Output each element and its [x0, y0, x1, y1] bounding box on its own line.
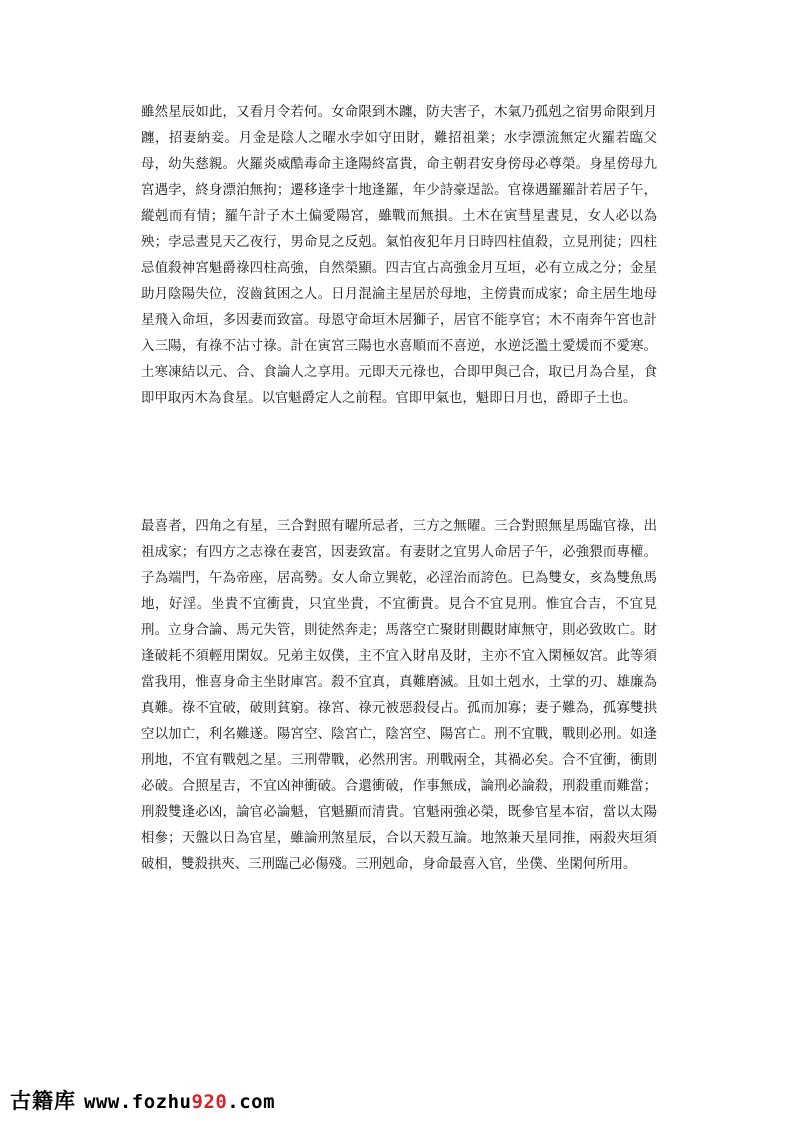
- paragraph-2: 最喜者，四角之有星，三合對照有曜所忌者，三方之無曜。三合對照無星馬臨官祿，出祖成家；有四方之志祿在妻宮，因妻致富。有妻財之宜男人命居子午，必強猥而專權。子為端門，午為帝座，居高勢。女人命立巽乾，必淫治而誇色。巳為雙女，亥為雙魚馬地，好淫。坐貴不宜衝貴，只宜坐貴，不宜衝貴。見合不宜見刑。惟宜合吉，不宜見刑。立身合論、馬元失管，則徒然奔走；馬落空亡聚財則觀財庫無守，則必致敗亡。財逢破耗不須輕用閑奴。兄弟主奴僕，主不宜入財帛及財，主亦不宜入閑極奴宮。此等須當我用，惟喜身命主坐財庫宮。殺不宜真，真難磨滅。且如土剋水，土掌的刃、雄廉為真難。祿不宜破，破則貧窮。祿宮、祿元被惡殺侵占。孤而加寡；妻子難為，孤寡雙拱空以加亡，利名難遂。陽宮空、陰宮亡，陰宮空、陽宮亡。刑不宜戰，戰則必刑。如逢刑地，不宜有戰剋之星。三刑帶戰，必然刑害。刑戰兩全，其禍必矣。合不宜衝，衝則必破。合照星吉，不宜凶神衝破。合還衝破，作事無成，論刑必論殺，刑殺重而難當；刑殺雙逢必凶，論官必論魁，官魁顯而清貴。官魁兩強必榮，既參官星本宿，當以太陽相參；天盤以日為官星，雖論刑煞星辰，合以天殺互論。地煞兼天星同推，兩殺夾垣須破相，雙殺拱夾、三刑臨己必傷殘。三刑剋命，身命最喜入官，坐僕、坐閑何所用。: [141, 519, 657, 872]
- watermark-url-highlight: 920: [191, 1091, 228, 1113]
- watermark-site-name: 古籍库: [10, 1089, 76, 1113]
- watermark-url-suffix: .com: [227, 1091, 276, 1113]
- watermark-url: [84, 1091, 275, 1113]
- paragraph-1: 雖然星辰如此，又看月令若何。女命限到木躔，防夫害子，木氣乃孤剋之宿男命限到月躔，招妻納妾。月金是陰人之曜水孛如守田財，難招祖業；水孛漂流無定火羅若臨父母，幼失慈親。火羅炎威酷毒命主逢陽終富貴，命主朝君安身傍母必尊榮。身星傍母九宮遇孛，終身漂泊無拘；遷移逢孛十地逢羅，年少詩豪逞訟。官祿遇羅羅計若居子午，縱剋而有情；羅午計子木土偏愛陽宮，雖戰而無損。土木在寅彗星晝見，女人必以為殃；孛忌晝見天乙夜行，男命見之反剋。氣怕夜犯年月日時四柱值殺，立見刑徒；四柱忌值殺神宮魁爵祿四柱高強，自然榮顯。四吉宜占高強金月互垣，必有立成之分；金星助月陰陽失位，沒齒貧困之人。日月混淪主星居於母地，主傍貴而成家；命主居生地母星飛入命垣，多因妻而致富。母恩守命垣木居獅子，居官不能享官；木不南奔午宮也計入三陽，有祿不沾寸祿。計在寅宮三陽也水喜順而不喜逆，水逆泛濫土愛煖而不愛寒。土寒凍結以元、合、食論人之享用。元即天元祿也，合即甲與己合，取已月為合星，食即甲取丙木為食星。以官魁爵定人之前程。官即甲氣也，魁即日月也，爵即子土也。: [141, 105, 657, 406]
- site-watermark: [10, 1085, 275, 1115]
- watermark-url-prefix: www.fozhu: [84, 1091, 192, 1113]
